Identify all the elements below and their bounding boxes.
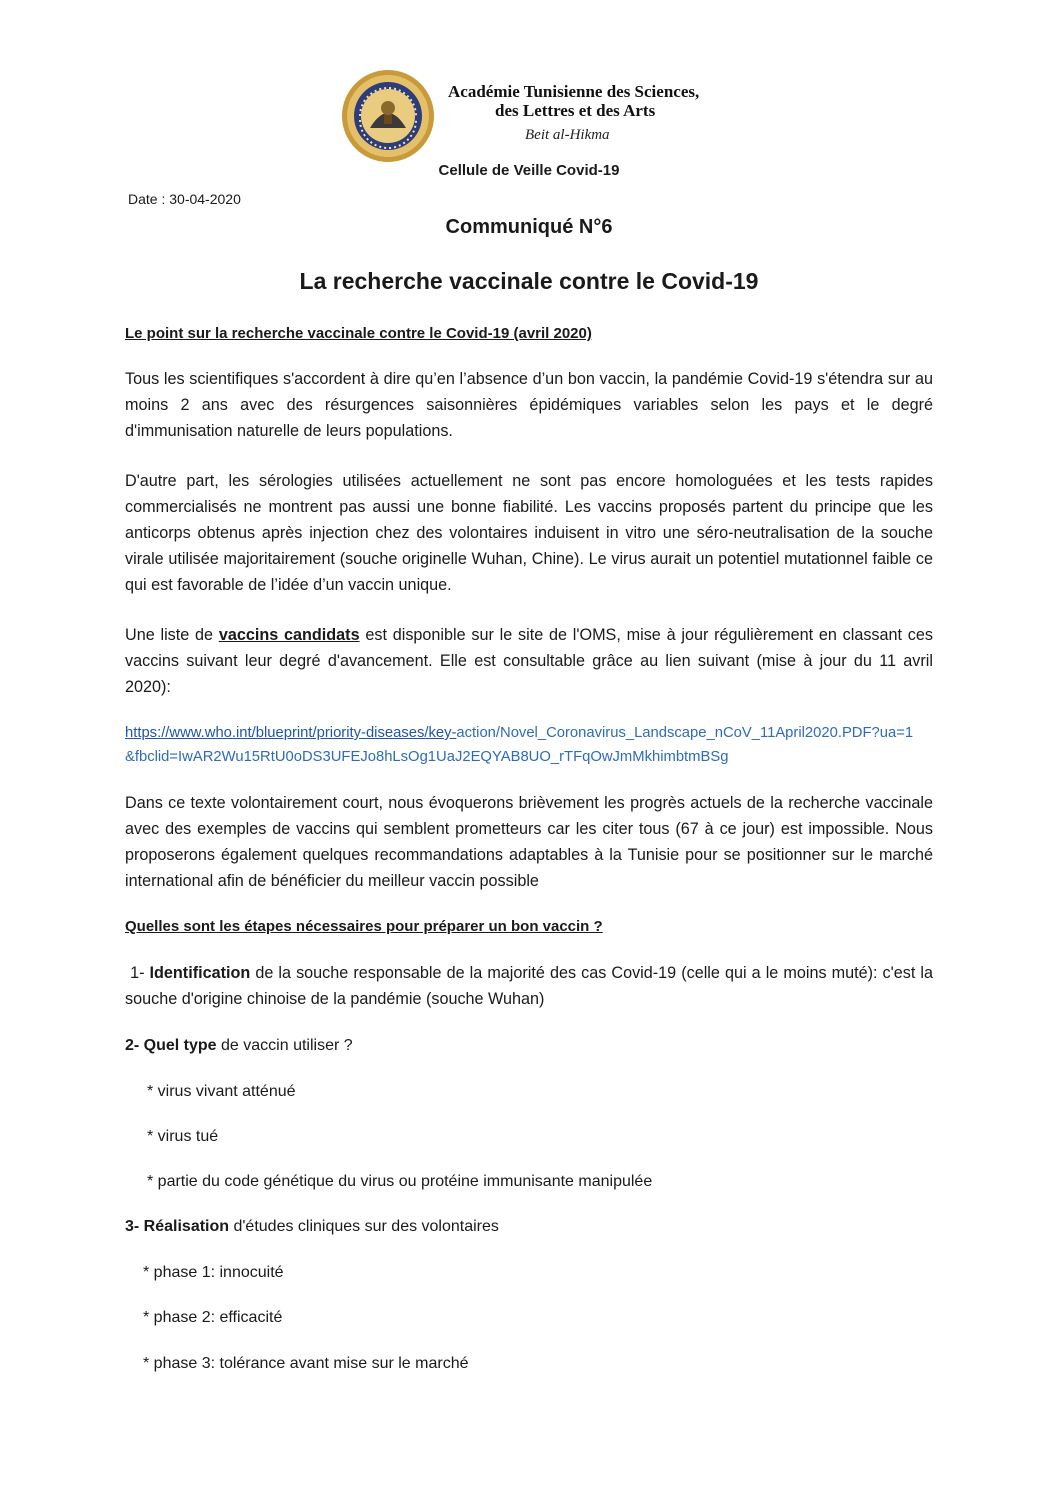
who-link-part1: https://www.who.int/blueprint/priority-diseases/key- [125,725,457,741]
paragraph-intro: Tous les scientifiques s'accordent à dire qu’en l’absence d’un bon vaccin, la pandémie Covid-19 s'étendra sur au moins 2 ans avec des résurgences saisonnières épidémiques variables selon les pays et le degré d'immunisation naturelle de leurs populations. [125,370,933,440]
section-heading-steps: Quelles sont les étapes nécessaires pour préparer un bon vaccin ? [125,918,603,935]
paragraph-serology: D'autre part, les sérologies utilisées actuellement ne sont pas encore homologuées et les tests rapides commercialisés ne montrent pas aussi une bonne fiabilité. Les vaccins proposés partent du principe que les anticorps obtenus après injection chez des volontaires induisent in vitro une séro-neutralisation de la souche virale utilisée majoritairement (souche originelle Wuhan, Chine). Le virus aurait un potentiel mutationnel faible ce qui est favorable de l’idée d’un vaccin unique. [125,472,933,594]
step-2-item: * partie du code génétique du virus ou protéine immunisante manipulée [147,1173,653,1190]
step-3-item: * phase 3: tolérance avant mise sur le marché [143,1355,469,1372]
candidate-vaccines-emphasis: vaccins candidats [218,626,360,644]
step-3 [125,1218,499,1236]
candidate-list-text-before: Une liste de [125,626,219,644]
page-title: La recherche vaccinale contre le Covid-19 [299,268,759,294]
step-2-item: * virus tué [147,1128,219,1145]
who-landscape-link[interactable] [125,721,915,769]
document-date: Date : 30-04-2020 [128,191,241,207]
paragraph-scope: Dans ce texte volontairement court, nous évoquerons brièvement les progrès actuels de la recherche vaccinale avec des exemples de vaccins qui semblent prometteurs car les citer tous (67 à ce jour) est impossible. Nous proposerons également quelques recommandations adaptables à la Tunisie pour se positionner sur le marché international afin de bénéficier du meilleur vaccin possible [125,794,933,890]
paragraph-candidate-list [125,622,933,700]
section-heading-research: Le point sur la recherche vaccinale contre le Covid-19 (avril 2020) [125,325,592,342]
step-2-number: 2- [125,1037,144,1054]
step-1 [125,960,933,1012]
academy-name [444,82,764,145]
academy-seal-icon [340,68,436,164]
academy-subtitle: Beit al-Hikma [525,127,610,143]
step-1-text: de la souche responsable de la majorité des cas Covid-19 (celle qui a le moins muté): c'est la souche d'origine chinoise de la pandémie (souche Wuhan) [125,964,933,1008]
step-2-item: * virus vivant atténué [147,1083,296,1100]
step-3-number: 3- [125,1218,144,1235]
communique-number: Communiqué N°6 [445,216,613,238]
step-2-text: de vaccin utiliser ? [216,1037,353,1054]
step-3-item: * phase 2: efficacité [143,1309,283,1326]
academy-header [340,68,760,164]
step-1-number: 1- [125,964,150,982]
step-2-bold: Quel type [143,1037,217,1054]
step-3-text: d'études cliniques sur des volontaires [229,1218,499,1235]
step-3-bold: Réalisation [143,1218,230,1235]
cellule-label: Cellule de Veille Covid-19 [438,162,620,179]
who-link-part2: action/Novel_Coronavirus_Landscape_nCoV_11April2020.PDF?ua=1&fbclid=IwAR2Wu15RtU0oDS3UFEJo8hLsOg1UaJ2EQYAB8UO_rTFqOwJmMkhimbtmBSg [125,725,914,765]
academy-name-line1: Académie Tunisienne des Sciences, [448,82,700,101]
step-1-bold: Identification [149,964,251,982]
step-3-item: * phase 1: innocuité [143,1264,284,1281]
step-2 [125,1037,353,1055]
academy-name-line2: des Lettres et des Arts [495,101,656,120]
candidate-list-text-after: est disponible sur le site de l'OMS, mise à jour régulièrement en classant ces vaccins suivant leur degré d'avancement. Elle est consultable grâce au lien suivant (mise à jour du 11 avril 2020): [125,626,933,696]
